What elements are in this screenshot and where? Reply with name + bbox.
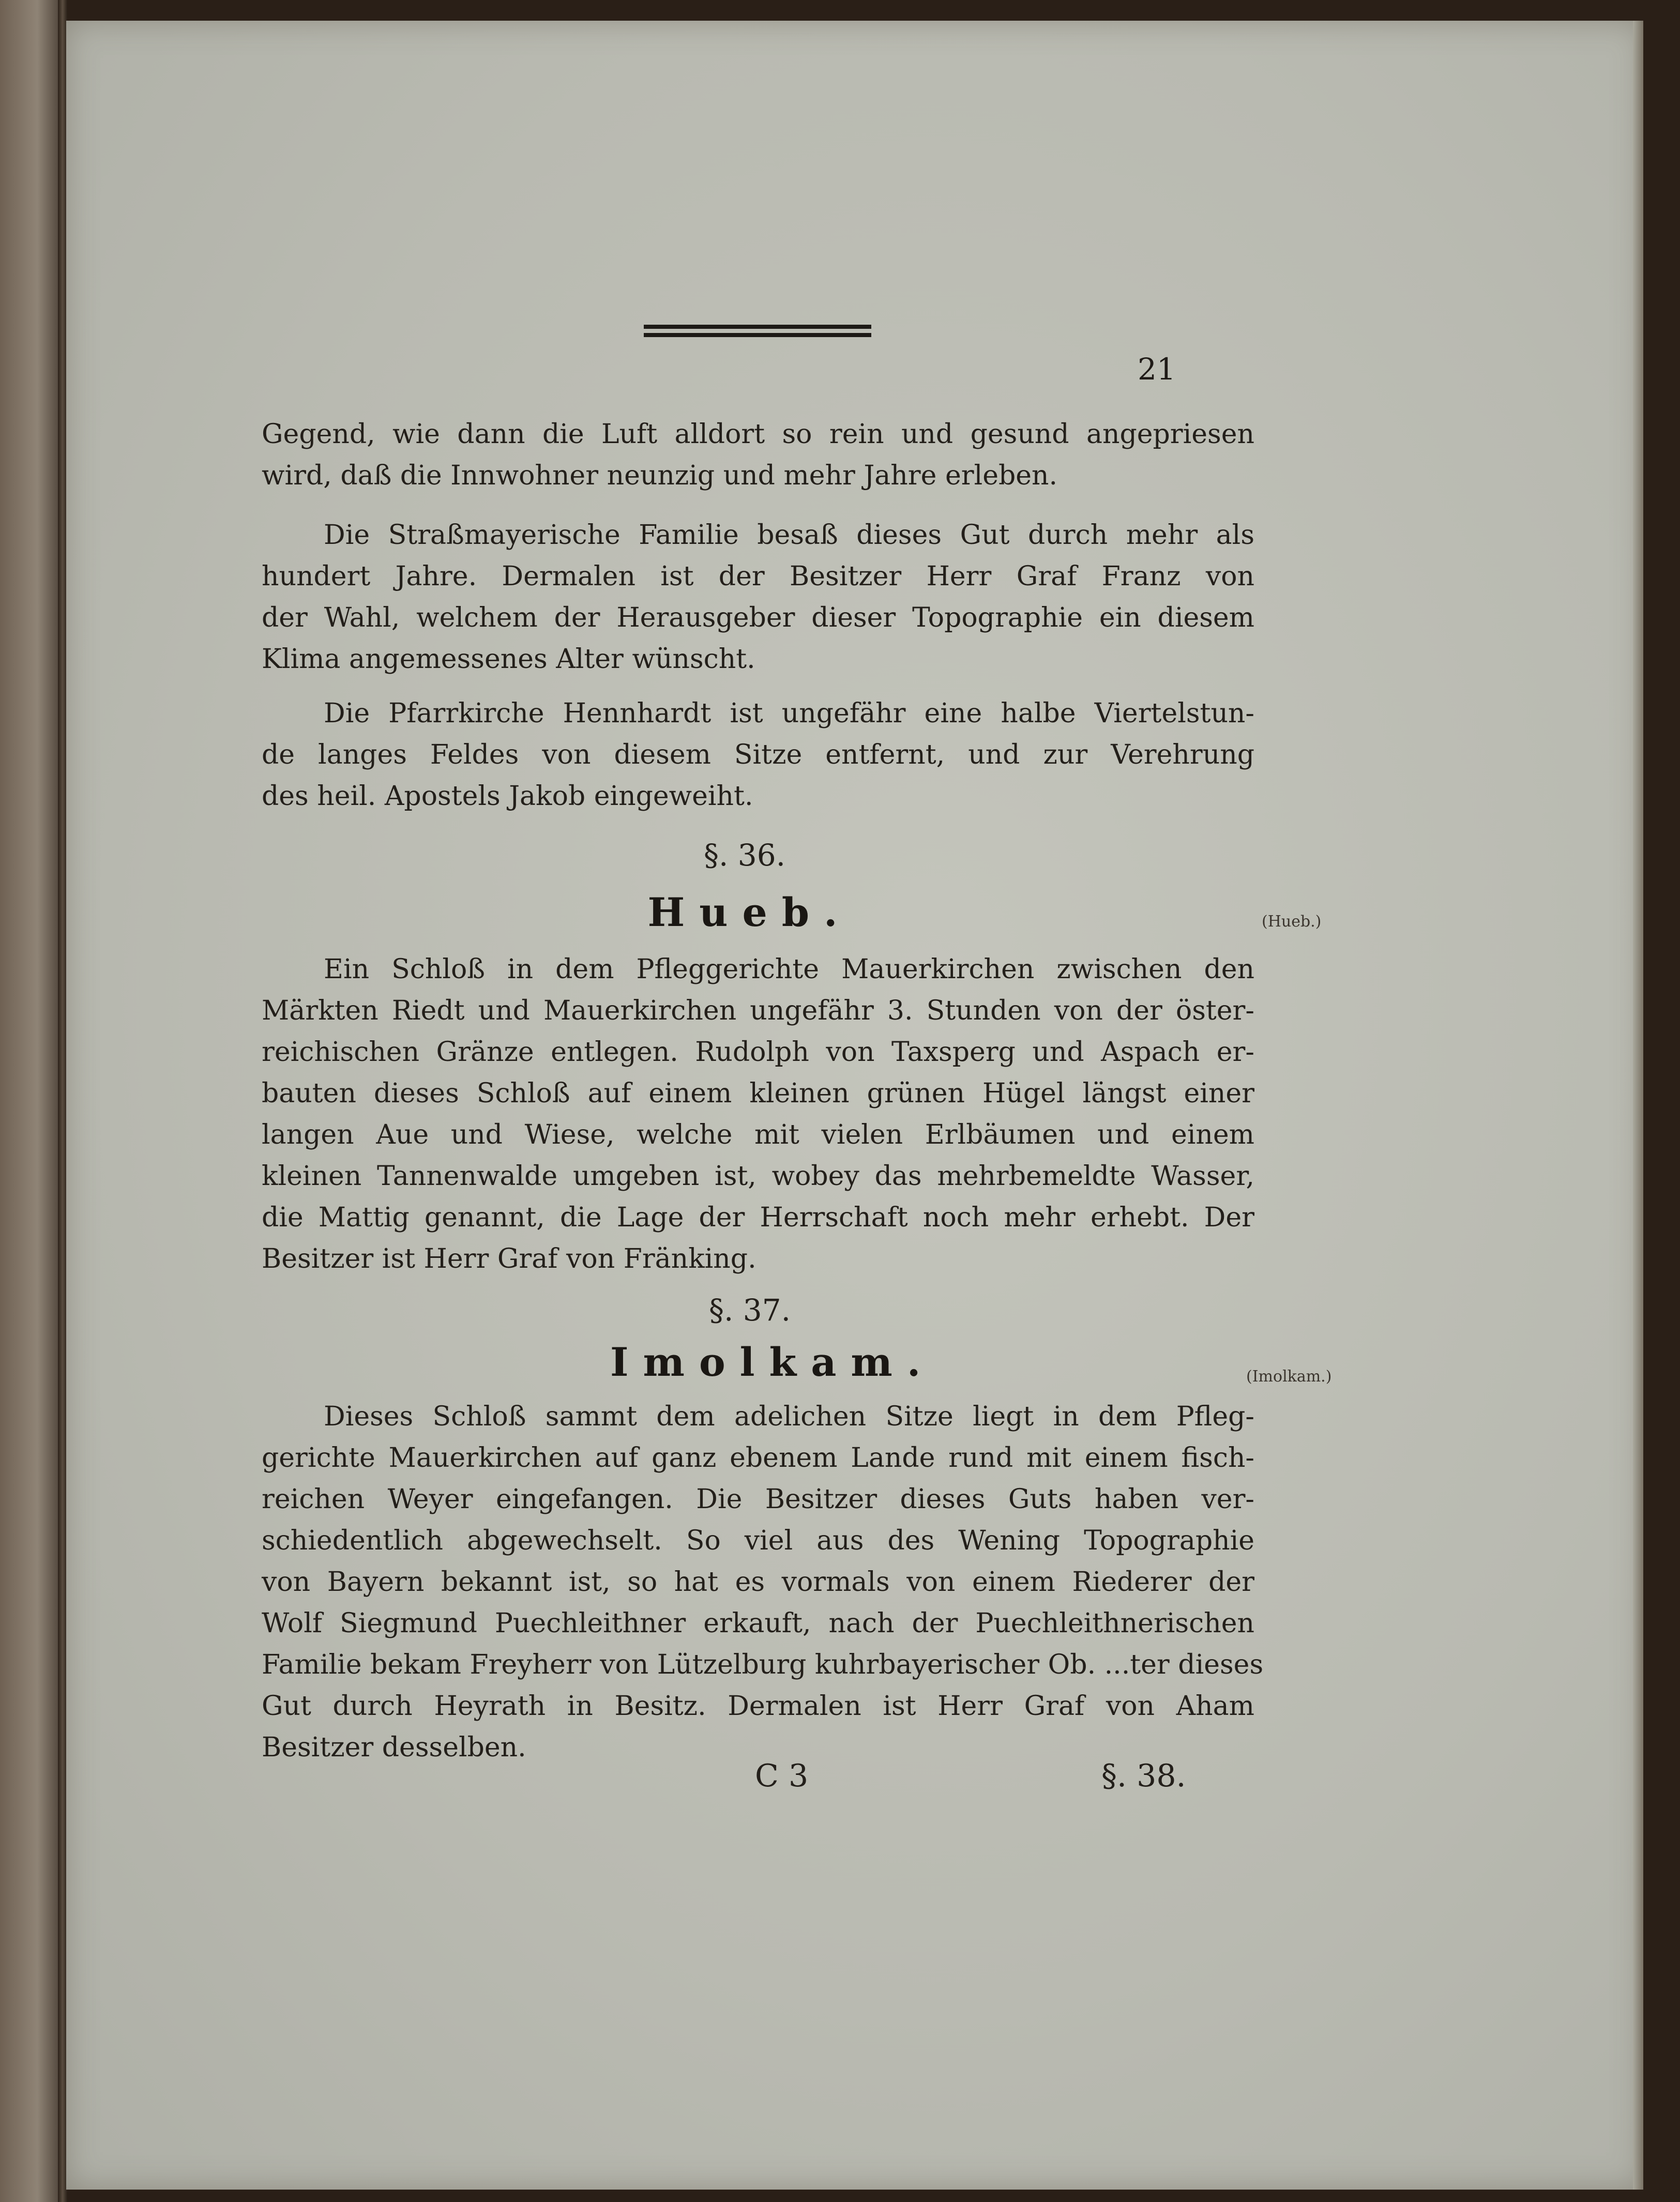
text-line: des heil. Apostels Jakob eingeweiht. [262, 781, 753, 812]
section-36-title: Hueb. [647, 889, 852, 935]
text-line: schiedentlich abgewechselt. So viel aus des Wening Topographie [262, 1525, 1254, 1556]
text-line: Klima angemessenes Alter wünscht. [262, 644, 755, 675]
page-number: 21 [1138, 352, 1176, 387]
section-37-body [262, 1396, 1264, 1768]
text-line: hundert Jahre. Dermalen ist der Besitzer Herr Graf Franz von [262, 561, 1254, 592]
text-line: de langes Feldes von diesem Sitze entfernt, und zur Verehrung [262, 739, 1254, 770]
text-line: der Wahl, welchem der Herausgeber dieser Topographie ein diesem [262, 602, 1254, 633]
text-line: reichischen Gränze entlegen. Rudolph von Taxsperg und Aspach er- [262, 1037, 1254, 1068]
facing-page-edge [0, 0, 62, 2202]
catchword: §. 38. [1101, 1758, 1186, 1794]
header-rule [644, 325, 871, 341]
text-line: Gut durch Heyrath in Besitz. Dermalen ist Herr Graf von Aham [262, 1691, 1254, 1722]
text-line: gerichte Mauerkirchen auf ganz ebenem Lande rund mit einem fisch- [262, 1442, 1254, 1474]
text-line: kleinen Tannenwalde umgeben ist, wobey das mehrbemeldte Wasser, [262, 1161, 1254, 1192]
text-line: Dieses Schloß sammt dem adelichen Sitze liegt in dem Pfleg- [324, 1401, 1254, 1432]
text-line: Märkten Riedt und Mauerkirchen ungefähr 3. Stunden von der öster- [262, 995, 1254, 1026]
text-line: wird, daß die Innwohner neunzig und mehr Jahre erleben. [262, 460, 1058, 491]
page-edge [1633, 21, 1643, 2190]
section-37-title: Imolkam. [610, 1339, 935, 1385]
text-line: Gegend, wie dann die Luft alldort so rein und gesund angepriesen [262, 419, 1254, 450]
text-line: bauten dieses Schloß auf einem kleinen grünen Hügel längst einer [262, 1078, 1254, 1109]
paragraph-3 [262, 693, 1254, 817]
section-37-number: §. 37. [708, 1293, 791, 1328]
text-line: Wolf Siegmund Puechleithner erkauft, nach der Puechleithnerischen [262, 1608, 1254, 1639]
paragraph-2 [262, 514, 1254, 680]
text-line: Besitzer desselben. [262, 1732, 526, 1763]
margin-note-hueb: (Hueb.) [1262, 913, 1322, 931]
section-36-body [262, 949, 1254, 1280]
text-line: die Mattig genannt, die Lage der Herrschaft noch mehr erhebt. Der [262, 1202, 1254, 1233]
signature-mark: C 3 [755, 1758, 809, 1794]
text-line: Die Straßmayerische Familie besaß dieses Gut durch mehr als [324, 520, 1254, 551]
text-line: Ein Schloß in dem Pfleggerichte Mauerkirchen zwischen den [324, 954, 1254, 985]
text-line: Besitzer ist Herr Graf von Fränking. [262, 1243, 756, 1274]
text-line: von Bayern bekannt ist, so hat es vormals von einem Riederer der [262, 1567, 1254, 1598]
section-36-number: §. 36. [703, 838, 786, 873]
text-line: langen Aue und Wiese, welche mit vielen Erlbäumen und einem [262, 1119, 1254, 1150]
text-line: reichen Weyer eingefangen. Die Besitzer dieses Guts haben ver- [262, 1484, 1254, 1515]
text-line: Die Pfarrkirche Hennhardt ist ungefähr eine halbe Viertelstun- [324, 698, 1254, 729]
margin-note-imolkam: (Imolkam.) [1246, 1368, 1332, 1386]
paragraph-1 [262, 414, 1254, 496]
text-line: Familie bekam Freyherr von Lützelburg kuhrbayerischer Ob. ...ter dieses [262, 1649, 1264, 1680]
